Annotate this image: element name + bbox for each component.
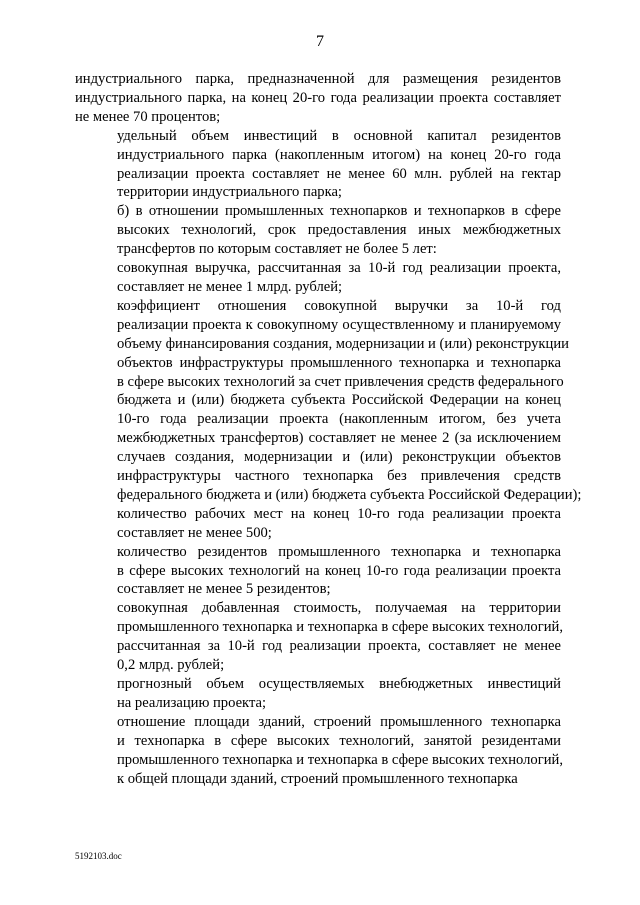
paragraph-line: на реализацию проекта; — [117, 694, 267, 711]
paragraph-line: составляет не менее 1 млрд. рублей; — [117, 278, 343, 295]
paragraph-line: бюджета и (или) бюджета субъекта Российской Федерации на конец — [117, 392, 561, 409]
paragraph-line: совокупная добавленная стоимость, получаемая на территории — [117, 600, 561, 617]
paragraph-line: индустриального парка, на конец 20-го года реализации проекта составляет — [75, 89, 561, 106]
paragraph — [75, 599, 561, 675]
document-body — [75, 70, 582, 788]
paragraph-line: коэффициент отношения совокупной выручки за 10-й год — [117, 297, 561, 314]
paragraph-line: территории индустриального парка; — [117, 184, 342, 201]
paragraph-line: трансфертов по которым составляет не более 5 лет: — [117, 241, 437, 258]
paragraph-line: в сфере высоких технологий за счет привлечения средств федерального — [117, 373, 564, 390]
paragraph-line: составляет не менее 500; — [117, 524, 272, 541]
paragraph-line: 0,2 млрд. рублей; — [117, 657, 225, 674]
paragraph-line: б) в отношении промышленных технопарков и технопарков в сфере — [117, 203, 561, 220]
paragraph-line: не менее 70 процентов; — [75, 108, 221, 125]
paragraph-line: прогнозный объем осуществляемых внебюджетных инвестиций — [117, 676, 561, 692]
page-number: 7 — [316, 33, 324, 50]
paragraph-line: объему финансирования создания, модернизации и (или) реконструкции — [117, 335, 569, 352]
paragraph-line: в сфере высоких технологий на конец 10-го года реализации проекта — [117, 562, 561, 579]
paragraph — [75, 70, 561, 127]
paragraph — [75, 713, 561, 789]
paragraph-line: совокупная выручка, рассчитанная за 10-й год реализации проекта, — [117, 260, 561, 277]
paragraph-line: отношение площади зданий, строений промышленного технопарка — [117, 713, 561, 730]
paragraph-line: количество рабочих мест на конец 10-го года реализации проекта — [117, 505, 561, 522]
paragraph-line: федерального бюджета и (или) бюджета субъекта Российской Федерации); — [117, 486, 582, 503]
paragraph — [75, 675, 561, 713]
paragraph-line: межбюджетных трансфертов) составляет не менее 2 (за исключением — [117, 430, 561, 447]
paragraph-line: индустриального парка, предназначенной для размещения резидентов — [75, 71, 561, 87]
paragraph-line: объектов инфраструктуры промышленного технопарка и технопарка — [117, 354, 561, 371]
paragraph-line: к общей площади зданий, строений промышленного технопарка — [117, 770, 518, 787]
paragraph-line: рассчитанная за 10-й год реализации проекта, составляет не менее — [117, 638, 561, 655]
paragraph-line: 10-го года реализации проекта (накопленным итогом, без учета — [117, 411, 561, 428]
paragraph-line: промышленного технопарка и технопарка в сфере высоких технологий, — [117, 619, 563, 636]
paragraph-line: количество резидентов промышленного технопарка и технопарка — [117, 543, 561, 560]
paragraph-line: составляет не менее 5 резидентов; — [117, 581, 331, 598]
paragraph — [75, 127, 561, 203]
paragraph-line: высоких технологий, срок предоставления иных межбюджетных — [117, 222, 561, 239]
paragraph — [75, 259, 561, 297]
paragraph-line: реализации проекта составляет не менее 60 млн. рублей на гектар — [117, 165, 561, 182]
paragraph-line: и технопарка в сфере высоких технологий, занятой резидентами — [117, 732, 561, 749]
paragraph-line: промышленного технопарка и технопарка в сфере высоких технологий, — [117, 751, 563, 768]
paragraph-line: инфраструктуры частного технопарка без привлечения средств — [117, 468, 561, 485]
paragraph-line: удельный объем инвестиций в основной капитал резидентов — [117, 127, 561, 144]
paragraph — [75, 543, 561, 600]
footer-document-reference: 5192103.doc — [75, 851, 122, 861]
paragraph — [75, 297, 582, 505]
paragraph-line: реализации проекта к совокупному осуществленному и планируемому — [117, 316, 561, 333]
paragraph-line: случаев создания, модернизации и (или) реконструкции объектов — [117, 449, 561, 466]
paragraph — [75, 505, 561, 543]
paragraph — [75, 202, 561, 259]
paragraph-line: индустриального парка (накопленным итогом) на конец 20-го года — [117, 146, 561, 163]
